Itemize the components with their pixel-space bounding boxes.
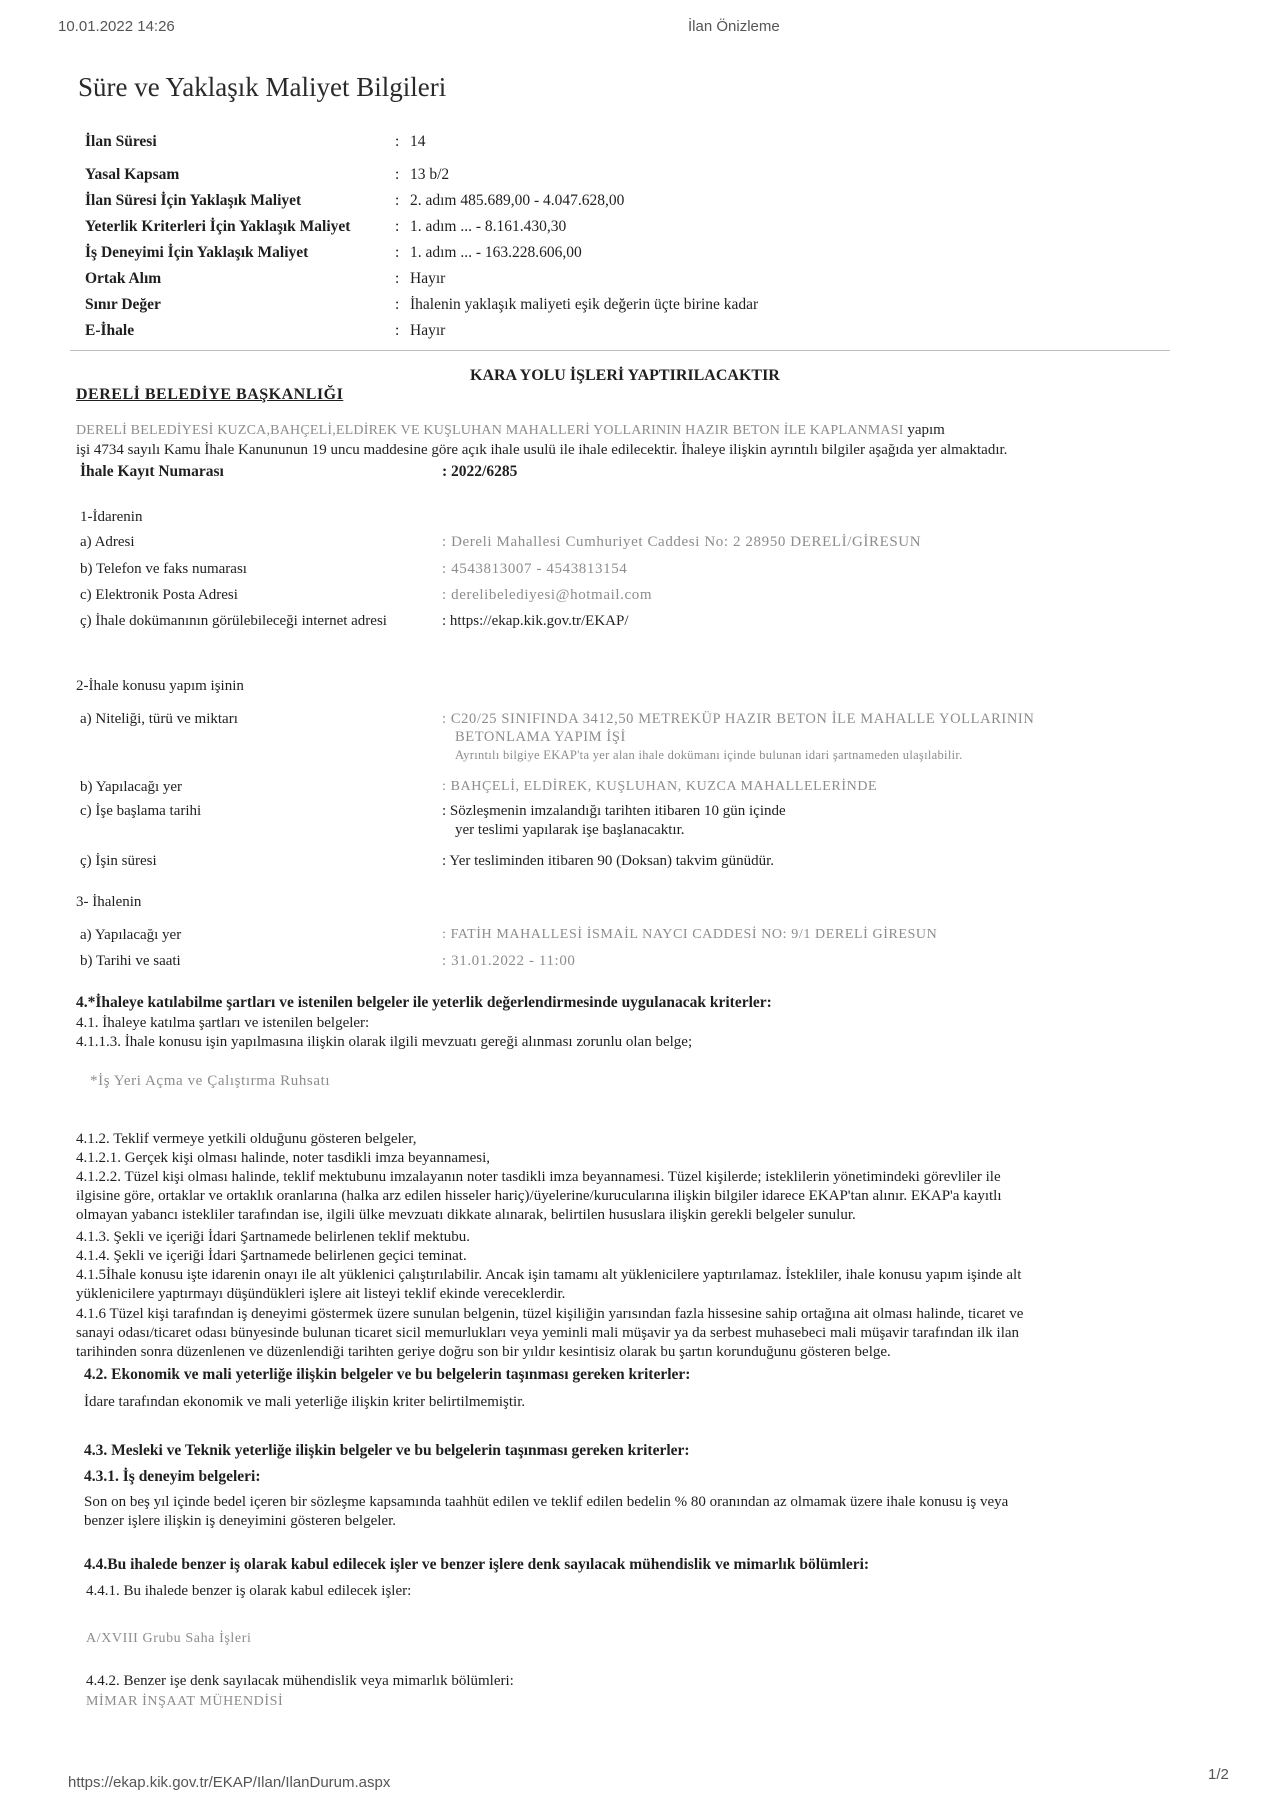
- criteria-heading: 4.*İhaleye katılabilme şartları ve istenilen belgeler ile yeterlik değerlendirmesinde uygulanacak kriterler:: [76, 994, 772, 1011]
- authority-name: DERELİ BELEDİYE BAŞKANLIĞI: [76, 386, 344, 403]
- yapim-duration-value: : Yer tesliminden itibaren 90 (Doksan) takvim günüdür.: [442, 853, 775, 869]
- summary-colon: :: [395, 218, 400, 235]
- summary-value: 1. adım ... - 163.228.606,00: [410, 244, 582, 261]
- criteria-4-2-heading: 4.2. Ekonomik ve mali yeterliğe ilişkin belgeler ve bu belgelerin taşınması gereken kriterler:: [84, 1366, 691, 1383]
- idare-email-label: c) Elektronik Posta Adresi: [80, 587, 238, 603]
- intro-tail: yapım: [907, 422, 945, 438]
- summary-colon: :: [395, 322, 400, 339]
- footer-page-number: 1/2: [1208, 1766, 1229, 1783]
- yapim-nature-label: a) Niteliği, türü ve miktarı: [80, 711, 238, 727]
- criteria-4-2-text: İdare tarafından ekonomik ve mali yeterliğe ilişkin kriter belirtilmemiştir.: [84, 1394, 526, 1410]
- yapim-place-label: b) Yapılacağı yer: [80, 779, 183, 795]
- summary-label: İş Deneyimi İçin Yaklaşık Maliyet: [85, 244, 309, 261]
- criteria-4-1-2-2-line3: olmayan yabancı istekliler tarafından ise, ilgili ülke mevzuatı dikkate alınarak, belirtilen hususlara ilişkin gerekli belgeler sunulur.: [76, 1207, 856, 1223]
- summary-label: Ortak Alım: [85, 270, 162, 287]
- yapim-nature-note: Ayrıntılı bilgiye EKAP'ta yer alan ihale dokümanı içinde bulunan idari şartnameden ulaşılabilir.: [455, 748, 963, 762]
- idare-title: 1-İdarenin: [80, 509, 143, 525]
- ihale-date-value: : 31.01.2022 - 11:00: [442, 953, 576, 969]
- summary-colon: :: [395, 270, 400, 287]
- reg-value: : 2022/6285: [442, 463, 518, 480]
- criteria-4-1-6-line3: tarihinden sonra düzenlenen ve düzenlendiği tarihten geriye doğru son bir yıldır kesintisiz olarak bu şartın korunduğunu gösteren belge.: [76, 1344, 891, 1360]
- summary-value: 14: [410, 133, 426, 150]
- criteria-4-1-1-3-item: *İş Yeri Açma ve Çalıştırma Ruhsatı: [90, 1073, 331, 1089]
- summary-label: E-İhale: [85, 322, 135, 339]
- intro-line-1: [76, 421, 945, 441]
- idare-address-value: : Dereli Mahallesi Cumhuriyet Caddesi No: 2 28950 DERELİ/GİRESUN: [442, 534, 922, 550]
- criteria-4-1-5-line2: yüklenicilere yaptırmayı düşündükleri işlere ait listeyi teklif ekinde vereceklerdir.: [76, 1286, 566, 1302]
- criteria-4-1-3: 4.1.3. Şekli ve içeriği İdari Şartnamede belirlenen teklif mektubu.: [76, 1229, 471, 1245]
- criteria-4-1-1-3: 4.1.1.3. İhale konusu işin yapılmasına ilişkin olarak ilgili mevzuatı gereği alınması zorunlu olan belge;: [76, 1034, 693, 1050]
- yapim-duration-label: ç) İşin süresi: [80, 853, 157, 869]
- criteria-4-4-2: 4.4.2. Benzer işe denk sayılacak mühendislik veya mimarlık bölümleri:: [86, 1673, 514, 1689]
- reg-label: İhale Kayıt Numarası: [80, 463, 224, 480]
- summary-value: 2. adım 485.689,00 - 4.047.628,00: [410, 192, 625, 209]
- yapim-start-value-1: : Sözleşmenin imzalandığı tarihten itibaren 10 gün içinde: [442, 803, 786, 819]
- summary-colon: :: [395, 166, 400, 183]
- criteria-4-4-heading: 4.4.Bu ihalede benzer iş olarak kabul edilecek işler ve benzer işlere denk sayılacak mühendislik ve mimarlık bölümleri:: [84, 1556, 870, 1573]
- idare-web-value: : https://ekap.kik.gov.tr/EKAP/: [442, 613, 629, 629]
- yapim-start-value-2: yer teslimi yapılarak işe başlanacaktır.: [455, 822, 685, 838]
- criteria-4-1-6-line2: sanayi odası/ticaret odası bünyesinde bulunan ticaret sicil memurlukları veya yeminli mali müşavir ya da serbest muhasebeci mali müşavir tarafından ilk ilan: [76, 1325, 1020, 1341]
- idare-email-value: : derelibelediyesi@hotmail.com: [442, 587, 653, 603]
- summary-colon: :: [395, 244, 400, 261]
- summary-value: İhalenin yaklaşık maliyeti eşik değerin üçte birine kadar: [410, 296, 759, 313]
- ihale-place-value: : FATİH MAHALLESİ İSMAİL NAYCI CADDESİ NO: 9/1 DERELİ GİRESUN: [442, 927, 938, 942]
- criteria-4-1-2-2-line2: ilgisine göre, ortaklar ve ortaklık oranlarına (halka arz edilen hisseler hariç)/üyelerine/kurucularına ilişkin bilgiler idarece EKAP'tan alınır. EKAP'a kayıtlı: [76, 1188, 1002, 1204]
- criteria-4-1-4: 4.1.4. Şekli ve içeriği İdari Şartnamede belirlenen geçici teminat.: [76, 1248, 467, 1264]
- summary-label: Yasal Kapsam: [85, 166, 180, 183]
- criteria-4-3-1-line2: benzer işlere ilişkin iş deneyimini gösteren belgeler.: [84, 1513, 396, 1529]
- summary-label: Yeterlik Kriterleri İçin Yaklaşık Maliyet: [85, 218, 351, 235]
- project-name: DERELİ BELEDİYESİ KUZCA,BAHÇELİ,ELDİREK VE KUŞLUHAN MAHALLERİ YOLLARININ HAZIR BETON İLE KAPLANMASI: [76, 423, 904, 438]
- summary-label: İlan Süresi: [85, 133, 157, 150]
- ihale-date-label: b) Tarihi ve saati: [80, 953, 181, 969]
- criteria-4-4-1: 4.4.1. Bu ihalede benzer iş olarak kabul edilecek işler:: [86, 1583, 412, 1599]
- criteria-4-4-1-item: A/XVIII Grubu Saha İşleri: [86, 1631, 252, 1646]
- section-divider: [70, 350, 1170, 351]
- summary-value: Hayır: [410, 270, 446, 287]
- yapim-nature-value-1: : C20/25 SINIFINDA 3412,50 METREKÜP HAZIR BETON İLE MAHALLE YOLLARININ: [442, 711, 1035, 727]
- document-title: Süre ve Yaklaşık Maliyet Bilgileri: [78, 72, 447, 102]
- summary-colon: :: [395, 296, 400, 313]
- summary-label: Sınır Değer: [85, 296, 161, 313]
- footer-url: https://ekap.kik.gov.tr/EKAP/Ilan/IlanDurum.aspx: [68, 1774, 391, 1791]
- criteria-4-1-2: 4.1.2. Teklif vermeye yetkili olduğunu gösteren belgeler,: [76, 1131, 417, 1147]
- ihale-title: 3- İhalenin: [76, 894, 142, 910]
- summary-colon: :: [395, 192, 400, 209]
- idare-address-label: a) Adresi: [80, 534, 135, 550]
- yapim-start-label: c) İşe başlama tarihi: [80, 803, 202, 819]
- criteria-4-4-2-item: MİMAR İNŞAAT MÜHENDİSİ: [86, 1694, 284, 1709]
- yapim-place-value: : BAHÇELİ, ELDİREK, KUŞLUHAN, KUZCA MAHALLELERİNDE: [442, 779, 878, 794]
- summary-value: Hayır: [410, 322, 446, 339]
- criteria-4-1-2-2-line1: 4.1.2.2. Tüzel kişi olması halinde, teklif mektubunu imzalayanın noter tasdikli imza beyannamesi. Tüzel kişilerde; isteklilerin yönetimindeki görevliler ile: [76, 1169, 1001, 1185]
- criteria-4-3-heading: 4.3. Mesleki ve Teknik yeterliğe ilişkin belgeler ve bu belgelerin taşınması gereken kriterler:: [84, 1442, 690, 1459]
- criteria-4-1: 4.1. İhaleye katılma şartları ve istenilen belgeler:: [76, 1015, 370, 1031]
- criteria-4-1-5-line1: 4.1.5İhale konusu işte idarenin onayı ile alt yüklenici çalıştırılabilir. Ancak işin tamamı alt yüklenicilere yaptırılamaz. İstekliler, ihale konusu yapım işinde alt: [76, 1267, 1022, 1283]
- yapim-nature-value-2: BETONLAMA YAPIM İŞİ: [455, 729, 626, 745]
- summary-colon: :: [395, 133, 400, 150]
- ihale-place-label: a) Yapılacağı yer: [80, 927, 182, 943]
- criteria-4-3-1-heading: 4.3.1. İş deneyim belgeleri:: [84, 1468, 261, 1485]
- intro-line-2: işi 4734 sayılı Kamu İhale Kanununun 19 uncu maddesine göre açık ihale usulü ile ihale edilecektir. İhaleye ilişkin ayrıntılı bilgiler aşağıda yer almaktadır.: [76, 442, 1008, 458]
- yapim-title: 2-İhale konusu yapım işinin: [76, 678, 244, 694]
- summary-value: 1. adım ... - 8.161.430,30: [410, 218, 567, 235]
- print-page-title: İlan Önizleme: [688, 18, 780, 35]
- print-datetime: 10.01.2022 14:26: [58, 18, 175, 35]
- summary-label: İlan Süresi İçin Yaklaşık Maliyet: [85, 192, 302, 209]
- idare-web-label: ç) İhale dokümanının görülebileceği internet adresi: [80, 613, 387, 629]
- criteria-4-3-1-line1: Son on beş yıl içinde bedel içeren bir sözleşme kapsamında taahhüt edilen ve teklif edilen bedelin % 80 oranından az olmamak üzere ihale konusu iş veya: [84, 1494, 1009, 1510]
- criteria-4-1-6-line1: 4.1.6 Tüzel kişi tarafından iş deneyimi göstermek üzere sunulan belgenin, tüzel kişiliğin yarısından fazla hissesine sahip ortağına ait olması halinde, ticaret ve: [76, 1306, 1024, 1322]
- notice-heading: KARA YOLU İŞLERİ YAPTIRILACAKTIR: [470, 367, 780, 384]
- summary-value: 13 b/2: [410, 166, 450, 183]
- idare-phone-value: : 4543813007 - 4543813154: [442, 561, 628, 577]
- criteria-4-1-2-1: 4.1.2.1. Gerçek kişi olması halinde, noter tasdikli imza beyannamesi,: [76, 1150, 491, 1166]
- idare-phone-label: b) Telefon ve faks numarası: [80, 561, 247, 577]
